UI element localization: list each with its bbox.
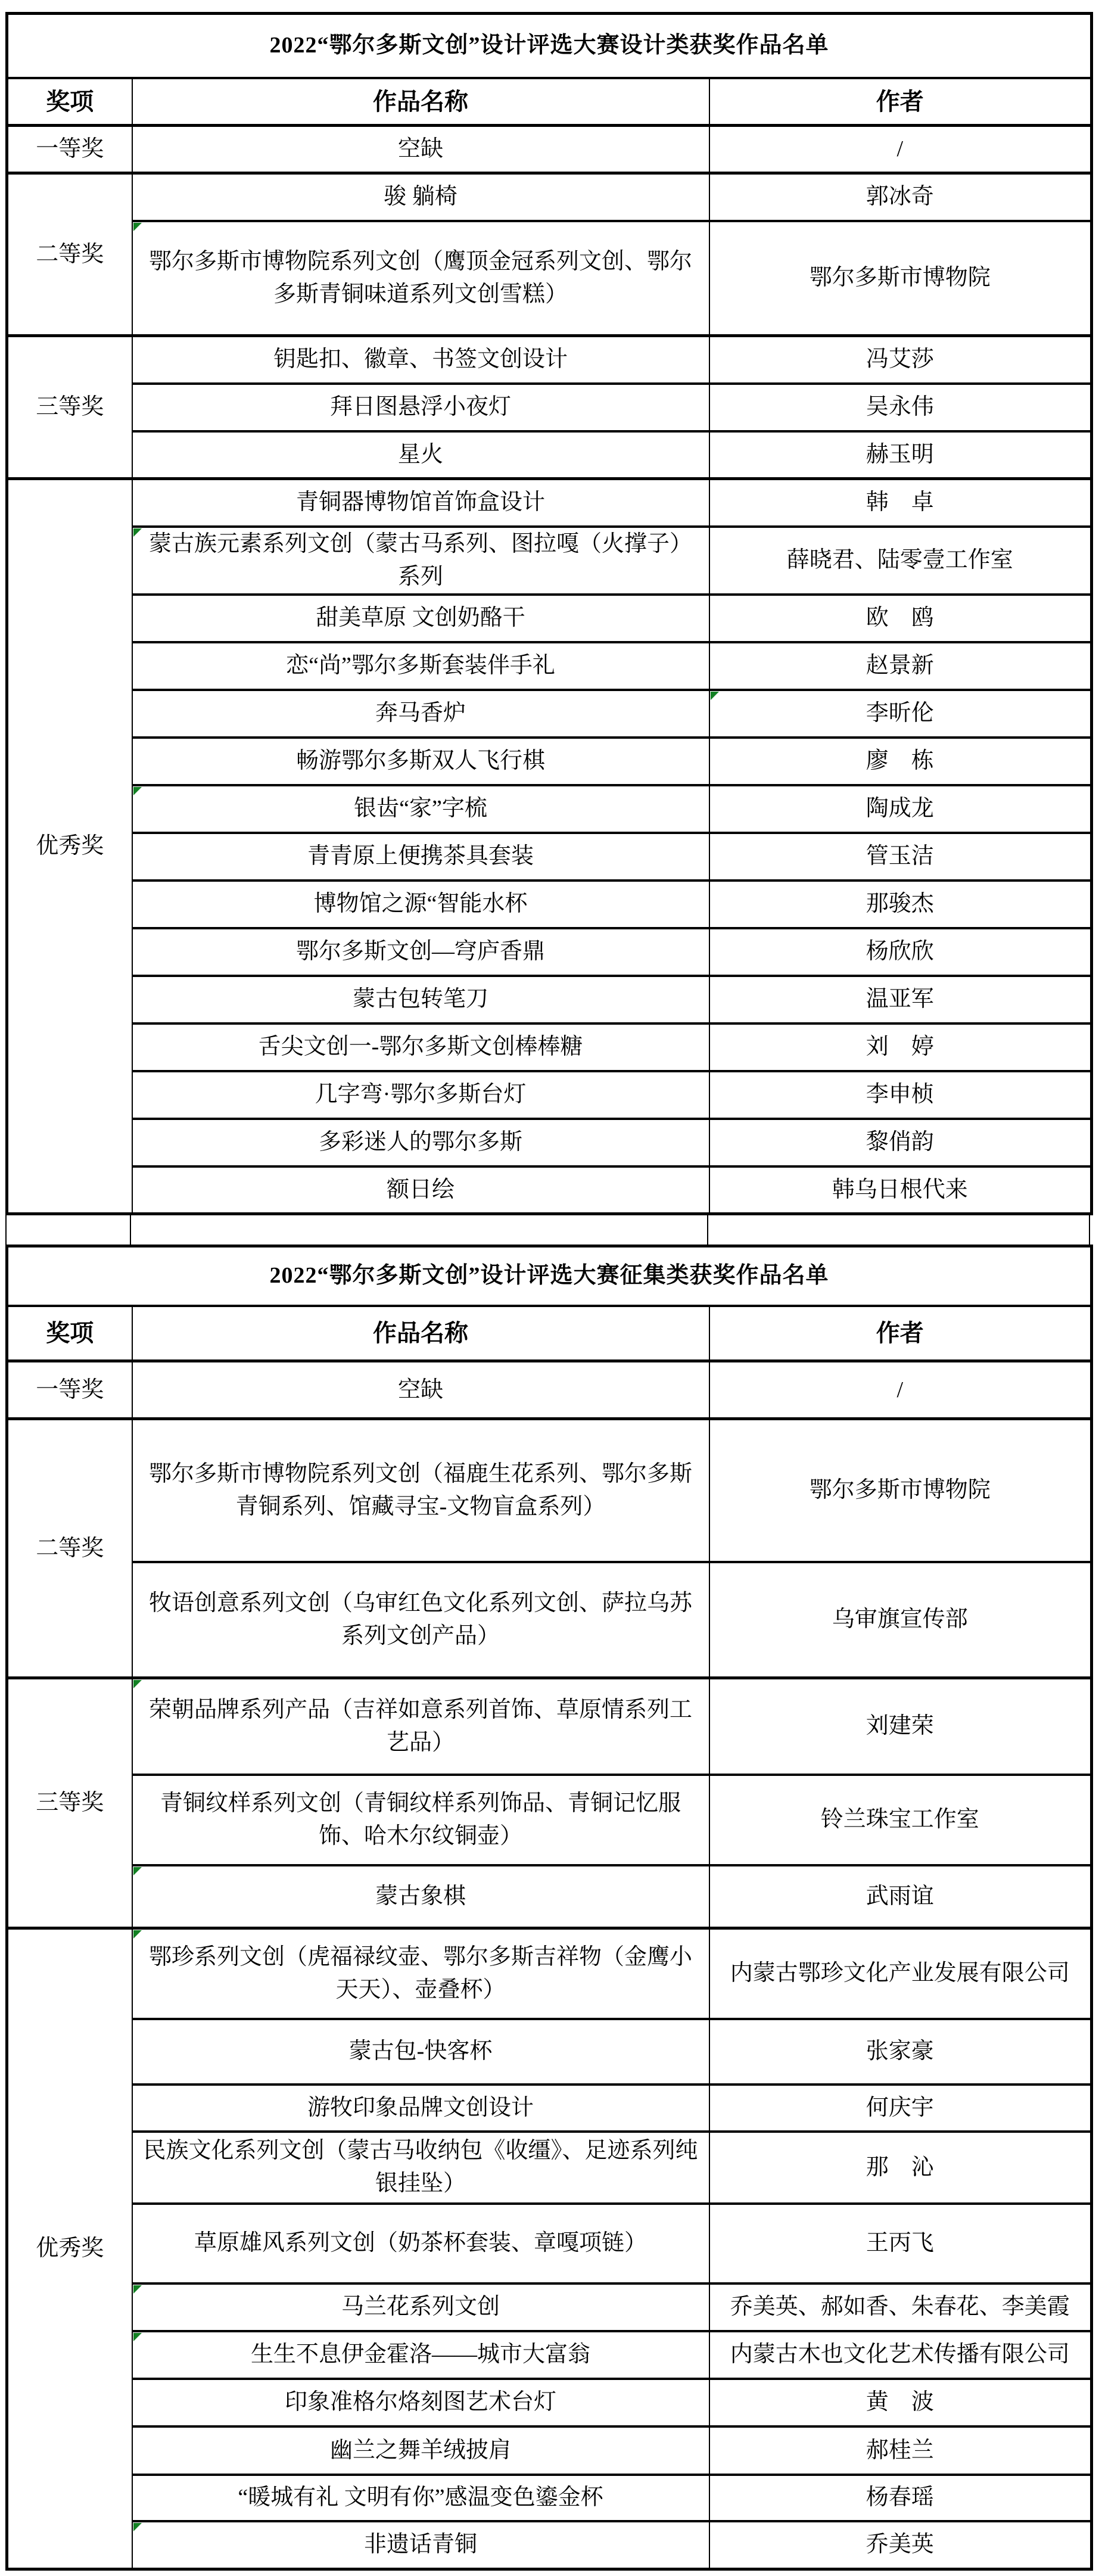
work-name-text: 拜日图悬浮小夜灯 <box>329 394 511 419</box>
green-triangle-marker <box>133 528 142 537</box>
award-column-header: 奖项 <box>7 78 132 126</box>
table-row <box>7 690 1092 738</box>
grid-line <box>130 1215 131 1245</box>
table-title: 2022“鄂尔多斯文创”设计评选大赛征集类获奖作品名单 <box>7 1246 1092 1306</box>
table-row <box>7 2019 1092 2085</box>
work-name-text: 蒙古包-快客杯 <box>348 2039 493 2064</box>
table-row <box>7 2085 1092 2132</box>
award-cell: 三等奖 <box>7 336 132 479</box>
work-name-cell <box>132 1562 709 1678</box>
green-triangle-marker <box>133 2333 142 2341</box>
green-triangle-marker <box>711 692 719 700</box>
work-name-cell <box>132 690 709 738</box>
table-row <box>7 126 1092 173</box>
author-cell <box>709 1023 1092 1071</box>
work-name-cell <box>132 1119 709 1166</box>
author-text: 内蒙古木也文化艺术传播有限公司 <box>730 2342 1070 2367</box>
table-row <box>7 2475 1092 2521</box>
author-cell <box>709 336 1092 384</box>
table-row <box>7 384 1092 431</box>
work-name-cell <box>132 833 709 881</box>
author-cell <box>709 1361 1092 1419</box>
work-name-column-header: 作品名称 <box>132 78 709 126</box>
author-cell <box>709 976 1092 1023</box>
author-text: / <box>896 1377 904 1402</box>
work-name-cell <box>132 642 709 690</box>
author-cell <box>709 1928 1092 2019</box>
author-text: 刘 婷 <box>866 1034 934 1059</box>
work-name-cell <box>132 1928 709 2019</box>
table-row <box>7 785 1092 833</box>
author-cell <box>709 642 1092 690</box>
table-row <box>7 1678 1092 1775</box>
author-text: 乔美英、郝如香、朱春花、李美霞 <box>730 2294 1070 2319</box>
green-triangle-marker <box>133 1867 142 1875</box>
awards-table <box>5 12 1093 1215</box>
table-row <box>7 2331 1092 2379</box>
work-name-cell <box>132 976 709 1023</box>
author-text: 李昕伦 <box>866 701 934 726</box>
work-name-text: 鄂尔多斯市博物院系列文创（鹰顶金冠系列文创、鄂尔多斯青铜味道系列文创雪糕） <box>148 248 692 307</box>
work-name-text: 鄂尔多斯文创—穹庐香鼎 <box>295 939 545 964</box>
author-cell <box>709 1166 1092 1214</box>
author-text: 黄 波 <box>866 2390 934 2415</box>
table-row <box>7 1166 1092 1214</box>
work-name-text: 几字弯·鄂尔多斯台灯 <box>315 1082 527 1107</box>
author-text: 杨春瑶 <box>866 2485 934 2510</box>
work-name-text: 骏 躺椅 <box>384 184 457 210</box>
work-name-cell <box>132 2521 709 2569</box>
work-name-cell <box>132 431 709 479</box>
grid-line <box>5 1215 7 1245</box>
author-cell <box>709 2085 1092 2132</box>
work-name-text: 博物馆之源“智能水杯 <box>313 891 528 916</box>
award-cell: 优秀奖 <box>7 479 132 1214</box>
work-name-text: 星火 <box>397 441 443 467</box>
work-name-cell <box>132 2426 709 2475</box>
green-triangle-marker <box>133 1930 142 1939</box>
work-name-cell <box>132 2283 709 2331</box>
author-text: 乌审旗宣传部 <box>832 1607 968 1632</box>
award-cell: 二等奖 <box>7 173 132 336</box>
table-row <box>7 1023 1092 1071</box>
table-row <box>7 928 1092 976</box>
green-triangle-marker <box>133 2523 142 2531</box>
author-cell <box>709 527 1092 595</box>
green-triangle-marker <box>133 223 142 231</box>
work-name-cell <box>132 2204 709 2283</box>
author-cell <box>709 1419 1092 1562</box>
award-column-header: 奖项 <box>7 1306 132 1361</box>
work-name-text: 蒙古包转笔刀 <box>352 987 488 1012</box>
work-name-cell <box>132 1865 709 1928</box>
author-text: 郝桂兰 <box>866 2437 934 2463</box>
work-name-text: 蒙古族元素系列文创（蒙古马系列、图拉嘎（火撑子）系列 <box>148 531 692 589</box>
author-cell <box>709 785 1092 833</box>
table-row <box>7 2204 1092 2283</box>
author-cell <box>709 2132 1092 2204</box>
work-name-text: 民族文化系列文创（蒙古马收纳包《收缰》、足迹系列纯银挂坠） <box>143 2138 698 2196</box>
author-text: 韩乌日根代来 <box>832 1177 968 1202</box>
table-row <box>7 336 1092 384</box>
table-row <box>7 1775 1092 1865</box>
work-name-cell <box>132 336 709 384</box>
author-column-header: 作者 <box>709 1306 1092 1361</box>
collection-category-table-container <box>5 1245 1102 2571</box>
table-gap <box>5 1215 1090 1245</box>
author-text: 赵景新 <box>866 653 934 678</box>
table-row <box>7 173 1092 221</box>
work-name-text: 印象准格尔烙刻图艺术台灯 <box>284 2390 556 2415</box>
author-text: 吴永伟 <box>866 394 934 419</box>
work-name-text: 鄂尔多斯市博物院系列文创（福鹿生花系列、鄂尔多斯青铜系列、馆藏寻宝-文物盲盒系列） <box>148 1461 692 1519</box>
award-cell: 三等奖 <box>7 1678 132 1928</box>
author-text: 铃兰珠宝工作室 <box>820 1807 979 1832</box>
author-cell <box>709 2379 1092 2426</box>
work-name-cell <box>132 738 709 785</box>
work-name-text: 甜美草原 文创奶酪干 <box>316 605 525 630</box>
work-name-text: 牧语创意系列文创（乌审红色文化系列文创、萨拉乌苏系列文创产品） <box>148 1590 692 1648</box>
author-text: 王丙飞 <box>866 2230 934 2255</box>
author-text: 冯艾莎 <box>866 347 934 372</box>
author-text: 张家豪 <box>866 2039 934 2064</box>
work-name-cell <box>132 2331 709 2379</box>
table-row <box>7 1119 1092 1166</box>
table-row <box>7 2521 1092 2569</box>
work-name-cell <box>132 1023 709 1071</box>
work-name-cell <box>132 173 709 221</box>
work-name-cell <box>132 595 709 642</box>
author-cell <box>709 126 1092 173</box>
table-row <box>7 1361 1092 1419</box>
author-text: 欧 鸥 <box>866 605 934 630</box>
design-category-table-container <box>5 12 1102 1215</box>
table-row <box>7 881 1092 928</box>
work-name-text: 空缺 <box>397 1377 443 1402</box>
author-cell <box>709 833 1092 881</box>
author-cell <box>709 1678 1092 1775</box>
author-cell <box>709 173 1092 221</box>
table-row <box>7 738 1092 785</box>
table-row <box>7 1071 1092 1119</box>
table-row <box>7 642 1092 690</box>
work-name-cell <box>132 2475 709 2521</box>
author-text: 温亚军 <box>866 987 934 1012</box>
table-row <box>7 2379 1092 2426</box>
work-name-cell <box>132 479 709 527</box>
author-text: 郭冰奇 <box>866 184 934 210</box>
table-row <box>7 479 1092 527</box>
author-cell <box>709 1775 1092 1865</box>
work-name-cell <box>132 2379 709 2426</box>
work-name-text: 马兰花系列文创 <box>341 2294 500 2319</box>
author-text: 陶成龙 <box>866 796 934 821</box>
table-row <box>7 1928 1092 2019</box>
author-text: 那骏杰 <box>866 891 934 916</box>
work-name-cell <box>132 928 709 976</box>
table-row <box>7 527 1092 595</box>
award-cell: 一等奖 <box>7 126 132 173</box>
author-text: 鄂尔多斯市博物院 <box>809 265 991 291</box>
work-name-text: 畅游鄂尔多斯双人飞行棋 <box>295 748 545 773</box>
author-cell <box>709 2019 1092 2085</box>
work-name-text: 生生不息伊金霍洛——城市大富翁 <box>250 2342 590 2367</box>
author-text: 薛晓君、陆零壹工作室 <box>786 547 1013 573</box>
work-name-text: 鄂珍系列文创（虎福禄纹壶、鄂尔多斯吉祥物（金鹰小天天）、壶叠杯） <box>148 1944 692 2002</box>
work-name-text: 草原雄风系列文创（奶茶杯套装、章嘎项链） <box>194 2230 647 2255</box>
table-row <box>7 2132 1092 2204</box>
table-row <box>7 2426 1092 2475</box>
author-cell <box>709 928 1092 976</box>
table-title: 2022“鄂尔多斯文创”设计评选大赛设计类获奖作品名单 <box>7 14 1092 78</box>
table-row <box>7 833 1092 881</box>
author-text: 何庆宇 <box>866 2095 934 2120</box>
author-cell <box>709 881 1092 928</box>
author-text: 那 沁 <box>866 2154 934 2180</box>
work-name-cell <box>132 1361 709 1419</box>
author-cell <box>709 2204 1092 2283</box>
table-row <box>7 1865 1092 1928</box>
author-cell <box>709 479 1092 527</box>
work-name-cell <box>132 1166 709 1214</box>
work-name-cell <box>132 1678 709 1775</box>
author-cell <box>709 384 1092 431</box>
author-text: 内蒙古鄂珍文化产业发展有限公司 <box>730 1961 1070 1986</box>
work-name-text: 游牧印象品牌文创设计 <box>307 2095 534 2120</box>
work-name-cell <box>132 1071 709 1119</box>
work-name-text: 多彩迷人的鄂尔多斯 <box>318 1130 522 1155</box>
award-cell: 优秀奖 <box>7 1928 132 2569</box>
work-name-text: 幽兰之舞羊绒披肩 <box>329 2437 511 2463</box>
awards-table <box>5 1245 1093 2571</box>
grid-line <box>707 1215 708 1245</box>
work-name-cell <box>132 2085 709 2132</box>
author-text: 武雨谊 <box>866 1883 934 1909</box>
work-name-cell <box>132 1775 709 1865</box>
work-name-text: 钥匙扣、徽章、书签文创设计 <box>273 347 568 372</box>
work-name-cell <box>132 2019 709 2085</box>
work-name-column-header: 作品名称 <box>132 1306 709 1361</box>
author-cell <box>709 2475 1092 2521</box>
author-text: 黎俏韵 <box>866 1130 934 1155</box>
green-triangle-marker <box>133 2285 142 2294</box>
author-text: 韩 卓 <box>866 490 934 515</box>
work-name-text: 非遗话青铜 <box>363 2532 477 2558</box>
author-cell <box>709 690 1092 738</box>
work-name-cell <box>132 1419 709 1562</box>
work-name-text: 青铜器博物馆首饰盒设计 <box>295 490 545 515</box>
green-triangle-marker <box>133 1680 142 1688</box>
work-name-cell <box>132 126 709 173</box>
table-row <box>7 1562 1092 1678</box>
work-name-text: 空缺 <box>397 136 443 161</box>
author-text: 乔美英 <box>866 2532 934 2558</box>
author-cell <box>709 1071 1092 1119</box>
award-cell: 二等奖 <box>7 1419 132 1678</box>
work-name-text: 银齿“家”字梳 <box>354 796 487 821</box>
work-name-text: 蒙古象棋 <box>375 1883 466 1909</box>
table-row <box>7 2283 1092 2331</box>
work-name-text: 荣朝品牌系列产品（吉祥如意系列首饰、草原情系列工艺品） <box>148 1697 692 1755</box>
author-text: 廖 栋 <box>866 748 934 773</box>
author-cell <box>709 595 1092 642</box>
work-name-text: 舌尖文创一-鄂尔多斯文创棒棒糖 <box>258 1034 583 1059</box>
work-name-cell <box>132 221 709 336</box>
author-column-header: 作者 <box>709 78 1092 126</box>
author-text: 管玉洁 <box>866 844 934 869</box>
table-row <box>7 976 1092 1023</box>
author-cell <box>709 221 1092 336</box>
author-cell <box>709 1865 1092 1928</box>
author-text: / <box>896 136 904 161</box>
table-row <box>7 1419 1092 1562</box>
author-text: 刘建荣 <box>866 1713 934 1739</box>
work-name-text: 奔马香炉 <box>375 701 466 726</box>
author-text: 赫玉明 <box>866 441 934 467</box>
green-triangle-marker <box>133 787 142 795</box>
table-row <box>7 595 1092 642</box>
grid-line <box>1089 1215 1090 1245</box>
author-cell <box>709 2331 1092 2379</box>
author-cell <box>709 2283 1092 2331</box>
work-name-text: 青铜纹样系列文创（青铜纹样系列饰品、青铜记忆服饰、哈木尔纹铜壶） <box>160 1790 681 1849</box>
author-cell <box>709 431 1092 479</box>
author-cell <box>709 1119 1092 1166</box>
work-name-text: 恋“尚”鄂尔多斯套装伴手礼 <box>286 653 555 678</box>
work-name-text: “暖城有礼 文明有你”感温变色鎏金杯 <box>238 2485 603 2510</box>
author-text: 李申桢 <box>866 1082 934 1107</box>
work-name-cell <box>132 785 709 833</box>
author-text: 鄂尔多斯市博物院 <box>809 1477 991 1503</box>
work-name-cell <box>132 384 709 431</box>
work-name-cell <box>132 527 709 595</box>
author-cell <box>709 738 1092 785</box>
author-cell <box>709 2426 1092 2475</box>
award-cell: 一等奖 <box>7 1361 132 1419</box>
table-row <box>7 221 1092 336</box>
work-name-cell <box>132 881 709 928</box>
work-name-text: 青青原上便携茶具套装 <box>307 844 534 869</box>
author-cell <box>709 1562 1092 1678</box>
table-row <box>7 431 1092 479</box>
work-name-cell <box>132 2132 709 2204</box>
author-cell <box>709 2521 1092 2569</box>
work-name-text: 额日绘 <box>386 1177 455 1202</box>
author-text: 杨欣欣 <box>866 939 934 964</box>
